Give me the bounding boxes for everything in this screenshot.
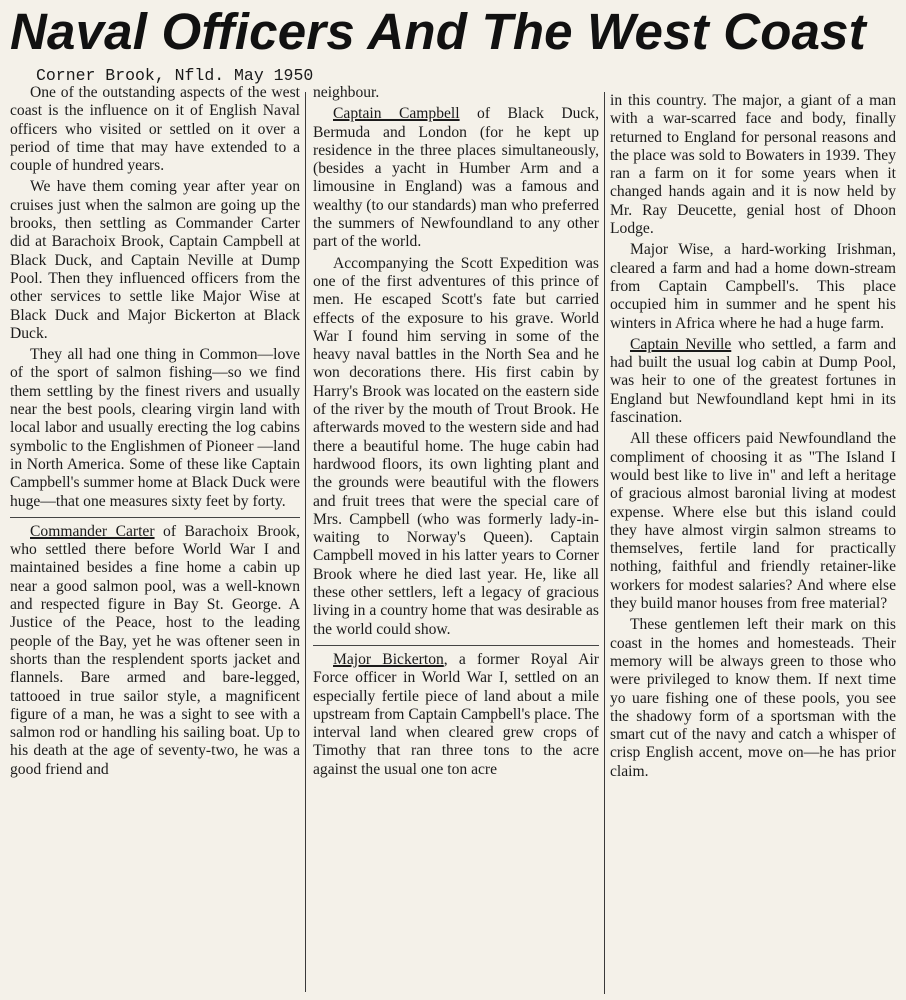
paragraph: Accompanying the Scott Expedition was one of the first adventures of this prince of men. He escaped Scott's fate but carried effects of the exposure to his grave. World War I found him serving in some of the heavy naval battles in the North Sea and he won decorations there. His first cabin by Harry's Brook was located on the eastern side of the river by the mouth of Trout Brook. He afterwards moved to the western side and had there a beautiful home. The huge cabin had hardwood floors, its own lighting plant and the grounds were beautiful with the flowers and fruit trees that were the special care of Mrs. Campbell (who was formerly lady-in-waiting to Norway's Queen). Captain Campbell moved in his latter years to Corner Brook where he died last year. He, like all these other settlers, left a legacy of gracious living in a country home that was desirable as the world could show. xyxy=(313,254,599,638)
paragraph-neville xyxy=(610,336,896,427)
bickerton-text: , a former Royal Air Force officer in World War I, settled on an especially fertile piece of land about a mile upstream from Captain Campbell's place. The interval land when cleared grew crops of Timothy that ran three tons to the acre against the usual one ton acre xyxy=(313,650,599,778)
headline: Naval Officers And The West Coast xyxy=(10,3,866,60)
section-divider xyxy=(10,517,300,518)
column-3 xyxy=(610,92,896,784)
column-1 xyxy=(10,84,300,782)
carter-text: of Barachoix Brook, who settled there before World War I and maintained besides a fine home a cabin up near a good salmon pool, was a well-known and respected figure in Bay St. George. A Justice of the Peace, host to the leading people of the Bay, yet he was oftener seen in shorts than the resplendent sports jacket and flannels. Bare armed and bare-legged, tattooed in true sailor style, a magnificent figure of a man, he was a sight to see with a salmon rod or handling his sailing boat. Up to his death at the age of seventy-two, he was a good friend and xyxy=(10,522,300,778)
campbell-name: Captain Campbell xyxy=(333,105,460,123)
paragraph-continued: neighbour. xyxy=(313,84,380,101)
paragraph-wise: Major Wise, a hard-working Irishman, cleared a farm and had a home down-stream from Captain Campbell's. This place occupied him in summer and he spent his winters in Africa where he had a huge farm. xyxy=(610,241,896,332)
paragraph: All these officers paid Newfoundland the compliment of choosing it as "The Island I would best like to live in" and left a heritage of gracious almost baronial living at modest expense. Where else but this island could they have almost virgin salmon streams to themselves, fertile land for practically nothing, faithful and friendly retainer-like workers for modest salaries? And where else they build manor houses from free material? xyxy=(610,430,896,613)
campbell-text: of Black Duck, Bermuda and London (for he kept up residence in the three places simultaneously, (besides a yacht in Humber Arm and a limousine in England) was a famous and wealthy (to our standards) man who preferred the summers of Newfoundland to any other part of the world. xyxy=(313,105,599,251)
paragraph-continued: in this country. The major, a giant of a man with a war-scarred face and body, finally returned to England for personal reasons and the place was sold to Bowaters in 1939. They ran a farm on it for some years when it changed hands again and it is now held by Mr. Ray Deucette, genial host of Dhoon Lodge. xyxy=(610,92,896,238)
paragraph-bickerton xyxy=(313,651,599,779)
paragraph: These gentlemen left their mark on this coast in the homes and homesteads. Their memory will be always green to those who were privileged to know them. If next time yo uare fishing one of these pools, you see the shadowy form of a sportsman with the smart cut of the navy and catch a whisper of crisp English accent, move on—he has prior claim. xyxy=(610,616,896,780)
column-2 xyxy=(313,84,599,782)
carter-name: Commander Carter xyxy=(30,522,155,540)
column-rule-1 xyxy=(305,92,306,992)
paragraph: We have them coming year after year on cruises just when the salmon are going up the brooks, then settling as Commander Carter did at Barachoix Brook, Captain Campbell at Black Duck, and Captain Neville at Dump Pool. Then they influenced officers from the other services to settle like Major Wise at Black Duck and Major Bickerton at Black Duck. xyxy=(10,178,300,342)
section-divider xyxy=(313,645,599,646)
neville-name: Captain Neville xyxy=(630,335,732,353)
paragraph: One of the outstanding aspects of the west coast is the influence on it of English Naval officers who visited or settled on it over a period of time that may have extended to a couple of hundred years. xyxy=(10,84,300,175)
bickerton-name: Major Bickerton xyxy=(333,650,444,668)
paragraph-carter xyxy=(10,523,300,779)
neville-text: who settled, a farm and had built the usual log cabin at Dump Pool, was heir to one of the greatest fortunes in England but Newfoundland kept hmi in its fascination. xyxy=(610,335,896,427)
dateline: Corner Brook, Nfld. May 1950 xyxy=(36,66,314,85)
column-rule-2 xyxy=(604,92,605,994)
paragraph: They all had one thing in Common—love of the sport of salmon fishing—so we find them settling by the finest rivers and usually near the best pools, clearing virgin land with local labor and usually erecting the log cabins symbolic to the Englishmen of Pioneer —land in North America. Some of these like Captain Campbell's summer home at Black Duck were huge—that one measures sixty feet by forty. xyxy=(10,346,300,510)
paragraph-campbell xyxy=(313,105,599,251)
